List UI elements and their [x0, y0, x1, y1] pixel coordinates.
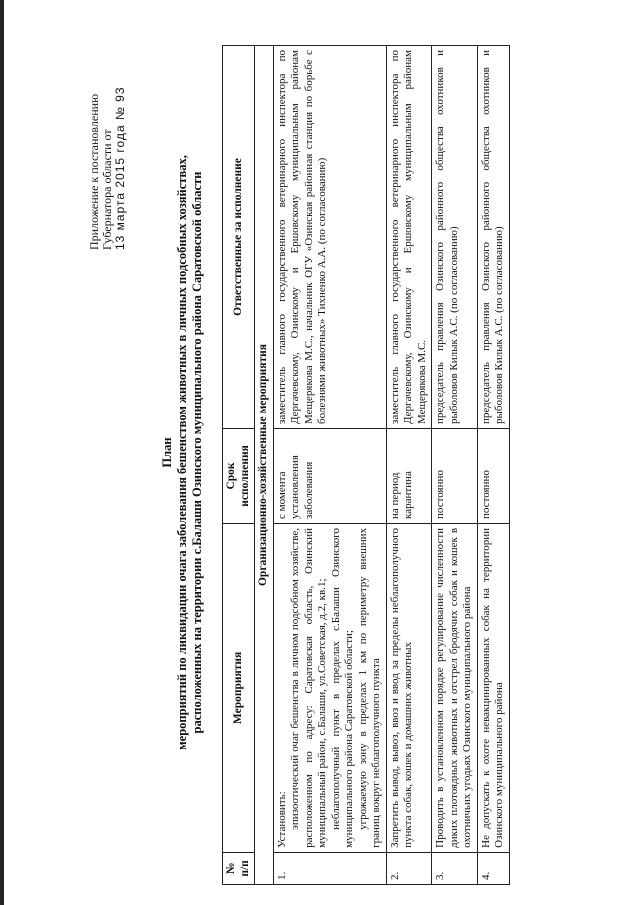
event-line: угрожаемую зону в пределах 1 км по периметру внешних границ вокруг неблагополучного пункта — [356, 527, 382, 848]
table-row — [432, 46, 478, 885]
row-number: 2. — [386, 852, 432, 884]
table-row — [386, 46, 432, 885]
row-number: 1. — [273, 852, 386, 884]
row-events — [432, 523, 478, 852]
table-header-row — [223, 46, 255, 885]
title-line-1: План — [160, 437, 174, 468]
section-title: Организационно-хозяйственные мероприятия — [255, 46, 274, 885]
row-term: с момента установления заболевания — [273, 428, 386, 523]
header-responsible: Ответственные за исполнение — [223, 46, 255, 429]
appendix-line-2: Губернатора области от — [100, 129, 114, 250]
appendix-line-3: 13 марта 2015 года № 93 — [113, 86, 127, 250]
event-line: неблагополучный пункт в пределах с.Балаши Озинского муниципального района Саратовской области; — [329, 527, 355, 848]
appendix-line-1: Приложение к постановлению — [87, 93, 101, 250]
event-line: Установить: — [275, 791, 288, 848]
event-line: Запретить вывод, вывоз, ввоз и ввод за пределы неблагополучного пункта собак, кошек и домашних животных — [388, 527, 414, 848]
row-term: постоянно — [432, 428, 478, 523]
row-number: 4. — [477, 852, 509, 884]
table-row — [273, 46, 386, 885]
row-responsible: заместитель главного государственного ветеринарного инспектора по Дергачевскому, Озинскому и Ершовскому муниципальным районам Мещерякова М.С. — [386, 46, 432, 429]
row-term: постоянно — [477, 428, 509, 523]
plan-table — [222, 45, 510, 885]
header-no: № п/п — [223, 852, 255, 884]
event-line: эпизоотический очаг бешенства в личном подсобном хозяйстве, расположенном по адресу: Саратовская область, Озинский муниципальный район, с.Балаши, ул.Советская, д.2, кв.1; — [289, 527, 328, 848]
header-term: Срок исполнения — [223, 428, 255, 523]
row-events — [477, 523, 509, 852]
appendix-note — [88, 20, 127, 250]
document-title — [160, 0, 205, 905]
table-row — [477, 46, 509, 885]
event-line: Проводить в установленном порядке регулирование численности диких плотоядных животных и отстрел бродячих собак и кошек в охотничьих угодьях Озинского муниципального района — [434, 527, 473, 848]
row-term: на период карантина — [386, 428, 432, 523]
row-responsible: председатель правления Озинского районного общества охотников и рыболовов Килык А.С. (по согласованию) — [477, 46, 509, 429]
title-line-2: мероприятий по ликвидации очага заболевания бешенством животных в личных подсобных хозяйствах, — [175, 155, 189, 750]
title-line-3: расположенных на территории с.Балаши Озинского муниципального района Саратовской области — [190, 171, 204, 734]
row-number: 3. — [432, 852, 478, 884]
row-responsible: председатель правления Озинского районного общества охотников и рыболовов Килык А.С. (по согласованию) — [432, 46, 478, 429]
header-events: Мероприятия — [223, 523, 255, 852]
section-row — [255, 46, 274, 885]
row-events — [273, 523, 386, 852]
row-events — [386, 523, 432, 852]
row-responsible: заместитель главного государственного ветеринарного инспектора по Дергачевскому, Озинскому и Ершовскому муниципальным районам Мещерякова М.С., начальник ОГУ «Озинская районная станция по борьбе с болезнями животных» Тихненко А.А. (по согласованию) — [273, 46, 386, 429]
event-line: Не допускать к охоте невакцинированных собак на территории Озинского муниципального района — [479, 527, 505, 848]
